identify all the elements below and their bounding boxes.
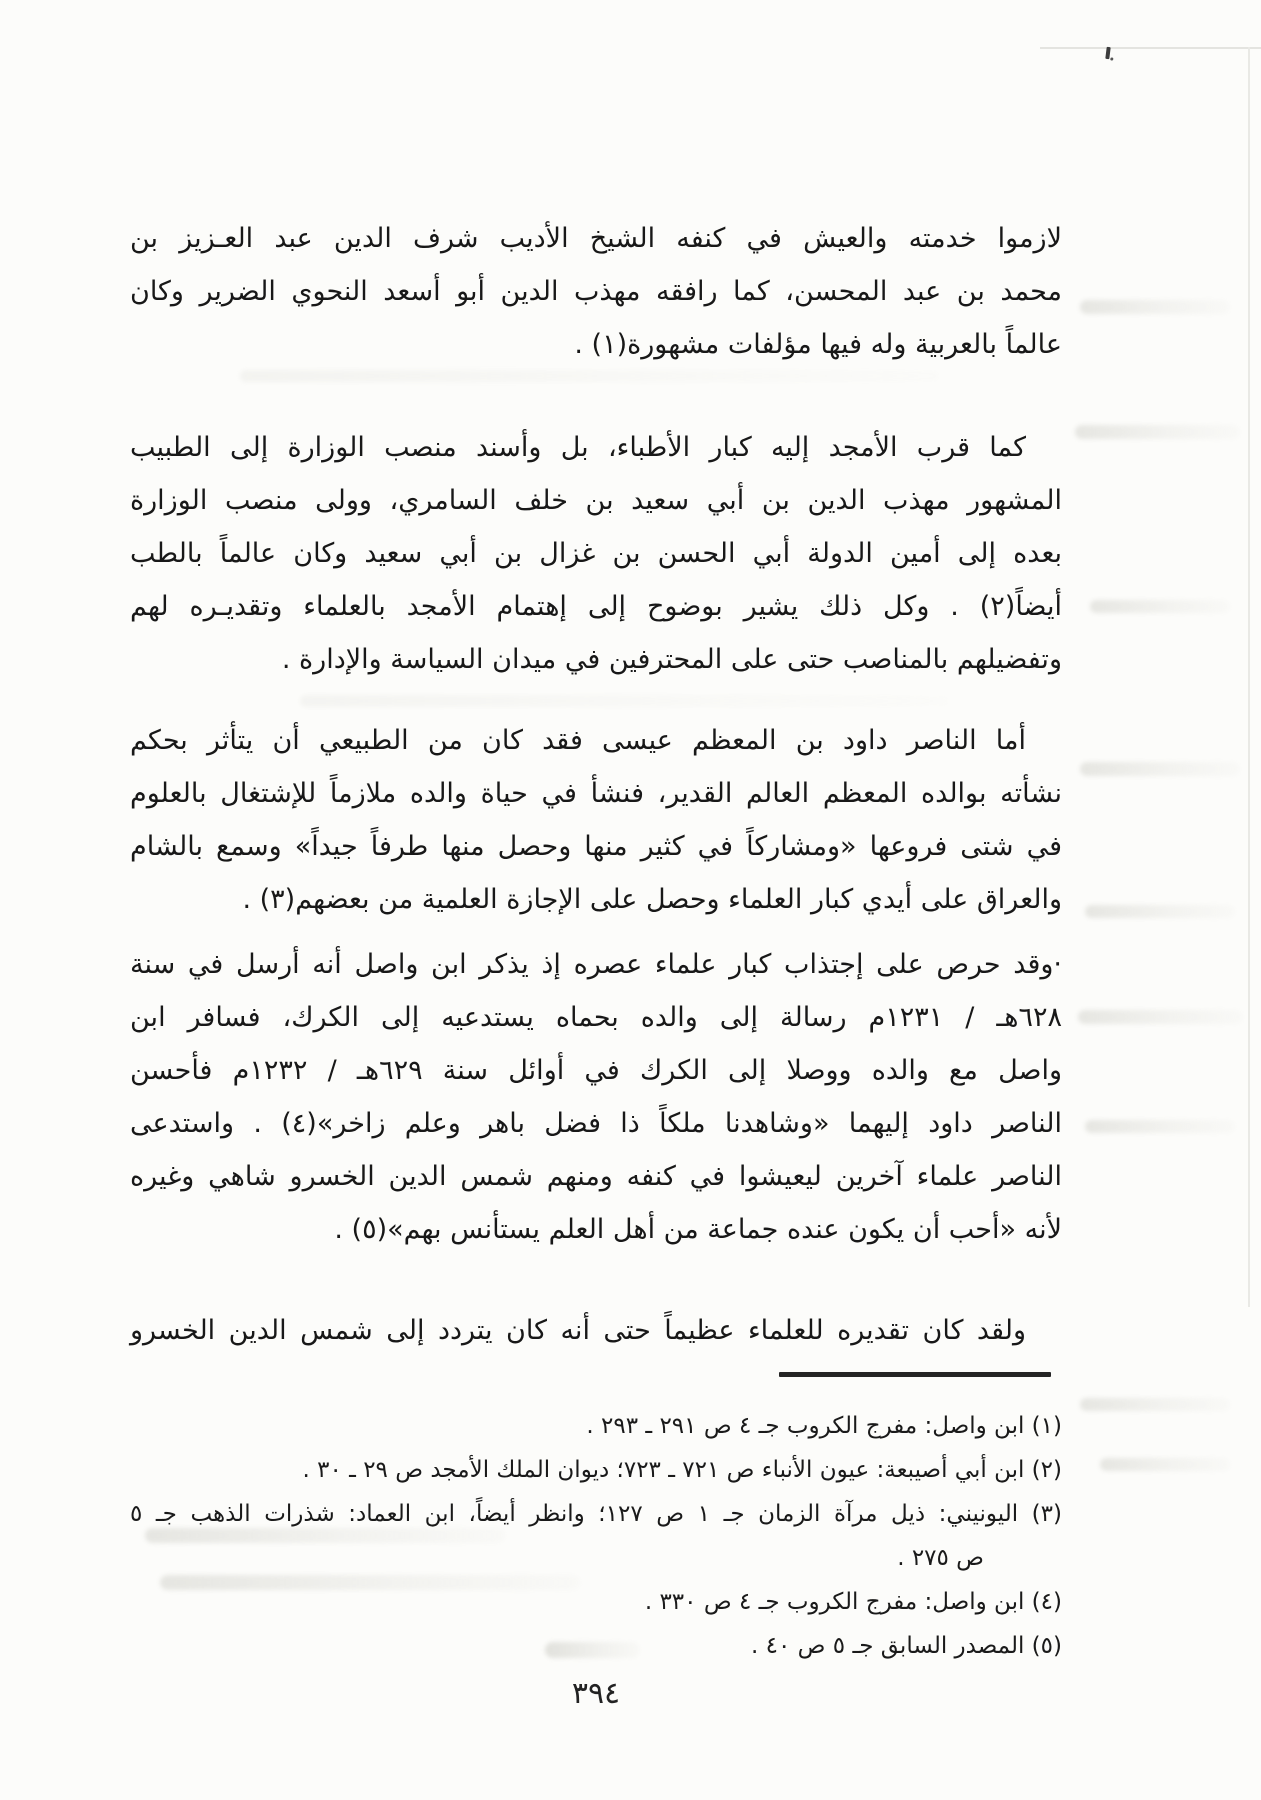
- body-line: المشهور مهذب الدين بن أبي سعيد بن خلف السامري، وولى منصب الوزارة: [130, 485, 1062, 516]
- bleedthrough-artifact: [1080, 1398, 1230, 1411]
- body-line: ولقد كان تقديره للعلماء عظيماً حتى أنه كان يتردد إلى شمس الدين الخسرو: [130, 1315, 1026, 1346]
- bleedthrough-artifact: [1080, 300, 1230, 314]
- bleedthrough-artifact: [1085, 905, 1235, 918]
- footnote-line: ص ٢٧٥ .: [897, 1545, 984, 1571]
- bleedthrough-artifact: [1090, 600, 1230, 613]
- body-text: [130, 212, 1062, 1357]
- body-line: أيضاً(٢) . وكل ذلك يشير بوضوح إلى إهتمام الأمجد بالعلماء وتقديـره لهم: [130, 591, 1062, 622]
- body-line: نشأته بوالده المعظم العالم القدير، فنشأ في حياة والده ملازماً للإشتغال بالعلوم: [130, 778, 1062, 809]
- body-line: الناصر داود إليهما «وشاهدنا ملكاً ذا فضل باهر وعلم زاخر»(٤) . واستدعى: [130, 1108, 1062, 1139]
- body-line: بعده إلى أمين الدولة أبي الحسن بن غزال بن أبي سعيد وكان عالماً بالطب: [130, 538, 1062, 569]
- footnote-line: (٣) اليونيني: ذيل مرآة الزمان جـ ١ ص ١٢٧؛ وانظر أيضاً، ابن العماد: شذرات الذهب جـ ٥: [130, 1501, 1062, 1527]
- scan-speck-artifact: [1105, 47, 1110, 59]
- footnotes: [130, 1404, 1062, 1668]
- paragraph: [130, 212, 1062, 371]
- body-line: لازموا خدمته والعيش في كنفه الشيخ الأديب شرف الدين عبد العـزيز بن: [130, 223, 1062, 254]
- footnote-line: (١) ابن واصل: مفرج الكروب جـ ٤ ص ٢٩١ ـ ٢٩٣ .: [586, 1413, 1062, 1439]
- body-line: محمد بن عبد المحسن، كما رافقه مهذب الدين أبو أسعد النحوي الضرير وكان: [130, 276, 1062, 307]
- bleedthrough-artifact: [1085, 1120, 1235, 1133]
- footnote-separator: [779, 1372, 1051, 1377]
- body-line: وتفضيلهم بالمناصب حتى على المحترفين في ميدان السياسة والإدارة .: [281, 644, 1062, 675]
- paragraph: [130, 1304, 1062, 1357]
- footnote-line: (٥) المصدر السابق جـ ٥ ص ٤٠ .: [751, 1633, 1062, 1659]
- body-line: عالماً بالعربية وله فيها مؤلفات مشهورة(١) .: [574, 329, 1062, 360]
- paragraph: [130, 421, 1062, 686]
- page-edge-line-artifact: [1040, 47, 1261, 49]
- paragraph: [130, 938, 1062, 1256]
- body-line: ·وقد حرص على إجتذاب كبار علماء عصره إذ يذكر ابن واصل أنه أرسل في سنة: [130, 949, 1062, 980]
- page-edge-line-artifact: [1248, 47, 1250, 1307]
- paragraph: [130, 714, 1062, 926]
- footnote-line: (٤) ابن واصل: مفرج الكروب جـ ٤ ص ٣٣٠ .: [644, 1589, 1062, 1615]
- body-line: والعراق على أيدي كبار العلماء وحصل على الإجازة العلمية من بعضهم(٣) .: [242, 884, 1062, 915]
- body-line: في شتى فروعها «ومشاركاً في كثير منها وحصل منها طرفاً جيداً» وسمع بالشام: [130, 831, 1062, 862]
- page-number: ٣٩٤: [571, 1676, 621, 1711]
- body-line: أما الناصر داود بن المعظم عيسى فقد كان من الطبيعي أن يتأثر بحكم: [130, 725, 1026, 756]
- bleedthrough-artifact: [1078, 1010, 1243, 1024]
- bleedthrough-artifact: [1080, 762, 1240, 776]
- body-line: لأنه «أحب أن يكون عنده جماعة من أهل العلم يستأنس بهم»(٥) .: [334, 1214, 1062, 1245]
- body-line: واصل مع والده ووصلا إلى الكرك في أوائل سنة ٦٢٩هـ / ١٢٣٢م فأحسن: [130, 1055, 1063, 1086]
- bleedthrough-artifact: [1100, 1458, 1230, 1471]
- body-line: الناصر علماء آخرين ليعيشوا في كنفه ومنهم شمس الدين الخسرو شاهي وغيره: [130, 1161, 1062, 1192]
- bleedthrough-artifact: [1075, 425, 1240, 439]
- footnote-line: (٢) ابن أبي أصيبعة: عيون الأنباء ص ٧٢١ ـ ٧٢٣؛ ديوان الملك الأمجد ص ٢٩ ـ ٣٠ .: [302, 1457, 1062, 1483]
- body-line: ٦٢٨هـ / ١٢٣١م رسالة إلى والده بحماه يستدعيه إلى الكرك، فسافر ابن: [130, 1002, 1062, 1033]
- body-line: كما قرب الأمجد إليه كبار الأطباء، بل وأسند منصب الوزارة إلى الطبيب: [130, 432, 1026, 463]
